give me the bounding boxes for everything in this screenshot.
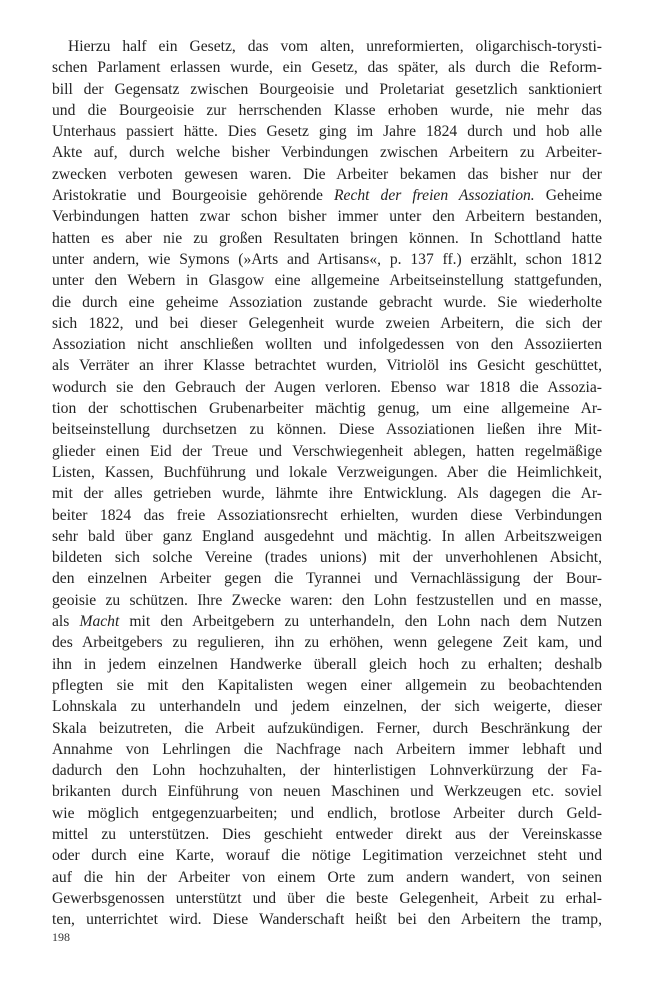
text-segment: zwecken verboten gewesen waren. Die Arbeiter bekamen das bisher nur der: [52, 165, 602, 183]
text-line: [52, 590, 602, 611]
text-segment: auf die hin der Arbeiter von einem Orte zum andern wandert, von seinen: [52, 868, 602, 886]
text-segment: ten, unterrichtet wird. Diese Wanderschaft heißt bei den Arbeitern the tramp,: [52, 911, 602, 929]
text-segment: mit den Arbeitgebern zu unterhandeln, den Lohn nach dem Nutzen: [119, 613, 602, 631]
text-line: [52, 824, 602, 845]
text-line: [52, 696, 602, 717]
text-line: [52, 249, 602, 270]
text-line: [52, 79, 602, 100]
text-line: [52, 419, 602, 440]
text-segment: sich 1822, und bei dieser Gelegenheit wurde zweien Arbeitern, die sich der: [52, 314, 602, 332]
text-line: [52, 632, 602, 653]
text-segment: Verbindungen hatten zwar schon bisher immer unter den Arbeitern bestanden,: [52, 208, 602, 226]
text-segment: Hierzu half ein Gesetz, das vom alten, unreformierten, oligarchisch-torysti-: [68, 38, 602, 55]
text-segment: pflegten sie mit den Kapitalisten wegen einer allgemein zu beobachtenden: [52, 676, 602, 694]
text-segment: bill der Gegensatz zwischen Bourgeoisie und Proletariat gesetzlich sanktioniert: [52, 80, 602, 98]
text-segment: Aristokratie und Bourgeoisie gehörende: [52, 187, 334, 205]
text-line: [52, 398, 602, 419]
text-segment: des Arbeitgebers zu regulieren, ihn zu erhöhen, wenn gelegene Zeit kam, und: [52, 634, 602, 652]
text-segment: den einzelnen Arbeiter gegen die Tyrannei und Vernachlässigung der Bour-: [52, 570, 602, 588]
text-line: [52, 760, 602, 781]
text-segment: Skala beizutreten, die Arbeit aufzukündigen. Ferner, durch Beschränkung der: [52, 719, 602, 737]
text-line: [52, 142, 602, 163]
text-line: [52, 526, 602, 547]
text-segment: Geheime: [534, 187, 602, 205]
text-line: [52, 739, 602, 760]
text-segment: tion der schottischen Grubenarbeiter mächtig genug, um eine allgemeine Ar-: [52, 400, 602, 418]
text-segment: brikanten durch Einführung von neuen Maschinen und Werkzeugen etc. soviel: [52, 783, 602, 801]
text-segment: Unterhaus passiert hätte. Dies Gesetz ging im Jahre 1824 durch und hob alle: [52, 123, 602, 141]
text-segment: Listen, Kassen, Buchführung und lokale Verzweigungen. Aber die Heimlichkeit,: [52, 463, 602, 481]
text-line: [52, 568, 602, 589]
text-line: [52, 292, 602, 313]
text-segment: Lohnskala zu unterhandeln und jedem einzelnen, der sich weigerte, dieser: [52, 698, 602, 716]
text-line: [52, 270, 602, 291]
text-segment: mittel zu unterstützen. Dies geschieht entweder direkt aus der Vereinskasse: [52, 825, 602, 843]
text-line: [52, 355, 602, 376]
text-line: [52, 888, 602, 909]
text-segment: oder durch eine Karte, worauf die nötige Legitimation verzeichnet steht und: [52, 847, 602, 865]
text-segment: und die Bourgeoisie zur herrschenden Klasse erhoben wurde, nie mehr das: [52, 101, 602, 119]
page-number: 198: [52, 930, 70, 944]
italic-text: Macht: [79, 613, 120, 631]
text-line: [52, 185, 602, 206]
text-line: [52, 654, 602, 675]
text-segment: Akte auf, durch welche bisher Verbindungen zwischen Arbeitern zu Arbeiter-: [52, 144, 602, 162]
text-segment: beitseinstellung durchsetzen zu können. Diese Assoziationen ließen ihre Mit-: [52, 421, 602, 439]
text-segment: bildeten sich solche Vereine (trades unions) mit der unverhohlenen Absicht,: [52, 549, 602, 567]
text-segment: die durch eine geheime Assoziation zustande gebracht wurde. Sie wiederholte: [52, 293, 602, 311]
text-line: [52, 377, 602, 398]
text-line: [52, 36, 602, 57]
text-line: [52, 206, 602, 227]
text-line: [52, 505, 602, 526]
text-line: [52, 867, 602, 888]
text-line: [52, 462, 602, 483]
text-line: [52, 547, 602, 568]
text-line: [52, 803, 602, 824]
italic-text: Recht der freien Assoziation.: [334, 187, 535, 205]
text-segment: ihn in jedem einzelnen Handwerke überall gleich hoch zu erhalten; deshalb: [52, 655, 602, 673]
text-line: [52, 313, 602, 334]
text-segment: Annahme von Lehrlingen die Nachfrage nach Arbeitern immer lebhaft und: [52, 740, 602, 758]
text-line: [52, 675, 602, 696]
text-segment: als: [52, 613, 80, 631]
text-line: [52, 164, 602, 185]
text-line: [52, 57, 602, 78]
text-segment: beiter 1824 das freie Assoziationsrecht erhielten, wurden diese Verbindungen: [52, 506, 602, 524]
text-segment: geoisie zu schützen. Ihre Zwecke waren: den Lohn festzustellen und en masse,: [52, 591, 602, 609]
text-segment: mit der alles getrieben wurde, lähmte ihre Entwicklung. Als dagegen die Ar-: [52, 485, 602, 503]
text-segment: Assoziation nicht anschließen wollten und infolgedessen von den Assoziierten: [52, 336, 602, 354]
text-segment: Gewerbsgenossen unterstützt und über die beste Gelegenheit, Arbeit zu erhal-: [52, 889, 602, 907]
text-segment: als Verräter an ihrer Klasse betrachtet wurden, Vitriolöl ins Gesicht geschüttet,: [52, 357, 602, 375]
text-segment: unter andern, wie Symons (»Arts and Artisans«, p. 137 ff.) erzählt, schon 1812: [52, 250, 602, 268]
text-line: [52, 100, 602, 121]
text-line: [52, 334, 602, 355]
text-line: [52, 781, 602, 802]
text-line: [52, 441, 602, 462]
text-segment: wodurch sie den Gebrauch der Augen verloren. Ebenso war 1818 die Assozia-: [52, 378, 602, 396]
text-segment: schen Parlament erlassen wurde, ein Gesetz, das später, als durch die Reform-: [52, 59, 602, 77]
text-line: [52, 909, 602, 930]
text-line: [52, 228, 602, 249]
text-line: [52, 483, 602, 504]
text-line: [52, 611, 602, 632]
text-segment: glieder einen Eid der Treue und Verschwiegenheit ablegen, hatten regelmäßige: [52, 442, 602, 460]
body-text: [52, 36, 602, 930]
text-segment: dadurch den Lohn hochzuhalten, der hinterlistigen Lohnverkürzung der Fa-: [52, 762, 602, 780]
text-line: [52, 845, 602, 866]
text-segment: unter den Webern in Glasgow eine allgemeine Arbeitseinstellung stattgefunden,: [52, 272, 602, 290]
text-segment: sehr bald über ganz England ausgedehnt und mächtig. In allen Arbeitszweigen: [52, 527, 602, 545]
text-line: [52, 718, 602, 739]
text-segment: wie möglich entgegenzuarbeiten; und endlich, brotlose Arbeiter durch Geld-: [52, 804, 602, 822]
text-segment: hatten es aber nie zu großen Resultaten bringen können. In Schottland hatte: [52, 229, 602, 247]
text-line: [52, 121, 602, 142]
